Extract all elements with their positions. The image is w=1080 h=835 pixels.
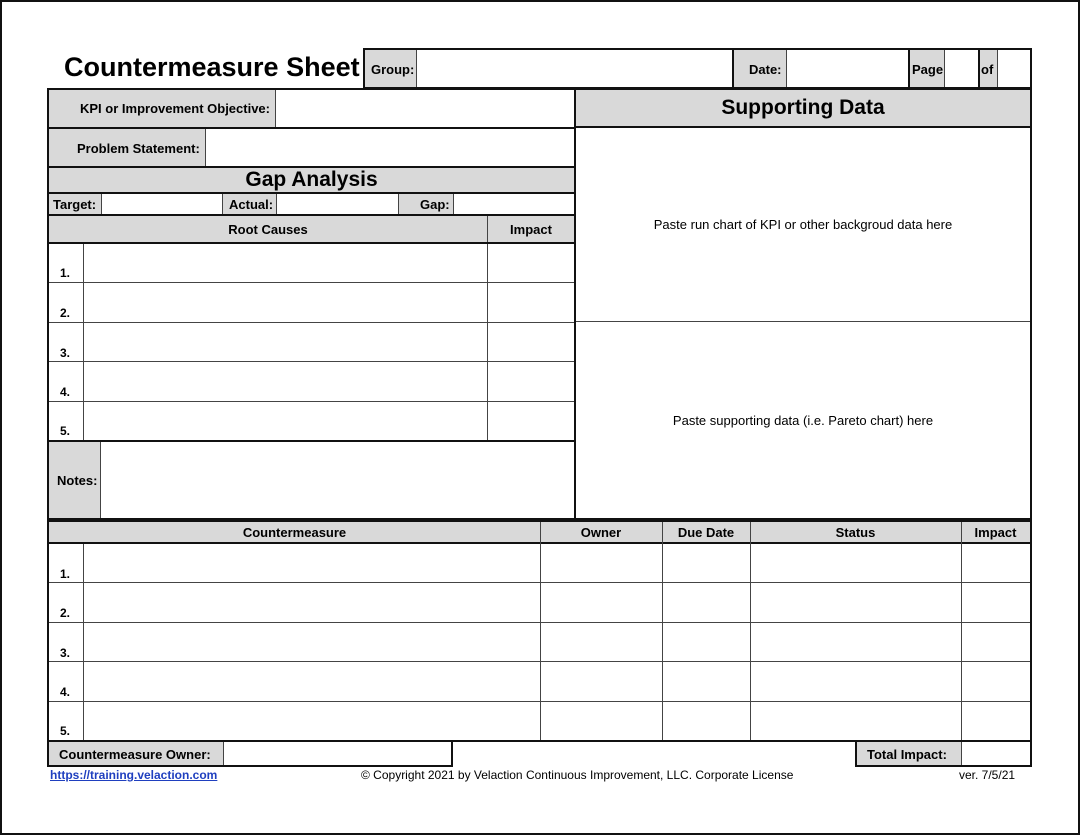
problem-label: Problem Statement: [77,141,200,156]
root-cause-field[interactable] [84,323,487,361]
version-text: ver. 7/5/21 [959,768,1016,782]
date-label: Date: [749,62,782,77]
total-impact-field[interactable] [962,742,1030,765]
of-label: of [981,62,994,77]
root-impact-field[interactable] [488,283,574,322]
root-cause-field[interactable] [84,244,487,282]
notes-label: Notes: [57,473,98,488]
countermeasure-row-number: 4. [60,685,71,699]
divider [944,50,945,87]
root-cause-field[interactable] [84,362,487,401]
root-causes-header [49,216,487,242]
cm-owner-field[interactable] [224,742,451,765]
divider [540,522,541,740]
divider [416,50,417,87]
status-header: Status [835,524,876,540]
root-cause-row-number: 1. [60,266,71,280]
date-field[interactable] [788,50,908,87]
owner-header: Owner [580,524,622,540]
kpi-label: KPI or Improvement Objective: [80,101,270,116]
page-label: Page [912,62,944,77]
root-cause-field[interactable] [84,402,487,440]
root-impact-field[interactable] [488,362,574,401]
root-cause-field[interactable] [84,283,487,322]
copyright-text: © Copyright 2021 by Velaction Continuous Improvement, LLC. Corporate License [361,768,794,782]
divider [662,522,663,740]
root-cause-row-number: 4. [60,385,71,399]
cm-impact-header: Impact [974,524,1017,540]
countermeasure-header: Countermeasure [242,524,347,540]
cm-owner-label: Countermeasure Owner: [59,747,211,762]
page-total-field[interactable] [999,50,1030,87]
gap-field[interactable] [454,194,574,214]
run-chart-placeholder: Paste run chart of KPI or other backgroud data here [653,217,953,232]
notes-field[interactable] [101,442,574,518]
countermeasure-field[interactable] [84,544,540,582]
gap-analysis-header [49,168,574,192]
root-cause-row-number: 3. [60,346,71,360]
kpi-field[interactable] [277,90,574,127]
actual-label: Actual: [229,197,274,212]
divider [750,522,751,740]
countermeasure-field[interactable] [84,623,540,661]
target-label: Target: [53,197,97,212]
root-causes-header-label: Root Causes [228,221,308,237]
countermeasure-field[interactable] [84,702,540,740]
divider [961,522,962,740]
countermeasure-field[interactable] [84,583,540,622]
divider [997,50,998,87]
countermeasure-row-number: 5. [60,724,71,738]
training-link[interactable]: https://training.velaction.com [50,768,218,782]
due-date-header: Due Date [677,524,735,540]
page-number-field[interactable] [946,50,978,87]
pareto-chart-area[interactable] [576,322,1030,518]
countermeasure-field[interactable] [84,662,540,701]
root-impact-field[interactable] [488,323,574,361]
countermeasure-row-number: 3. [60,646,71,660]
countermeasure-row-number: 2. [60,606,71,620]
root-impact-header-label: Impact [510,221,552,237]
countermeasure-row-number: 1. [60,567,71,581]
run-chart-area[interactable] [576,128,1030,321]
pareto-placeholder: Paste supporting data (i.e. Pareto chart) here [672,412,934,428]
gap-label: Gap: [420,197,450,212]
problem-field[interactable] [207,129,574,166]
group-field[interactable] [418,50,732,87]
group-label: Group: [371,62,415,77]
page-title: Countermeasure Sheet [64,52,360,82]
divider [205,129,206,166]
supporting-data-header [576,90,1030,126]
divider [786,50,787,87]
root-cause-row-number: 5. [60,424,71,438]
target-field[interactable] [102,194,222,214]
divider [275,90,276,127]
root-impact-header [488,216,574,242]
root-cause-row-number: 2. [60,306,71,320]
gap-analysis-title: Gap Analysis [245,168,378,191]
root-impact-field[interactable] [488,244,574,282]
actual-field[interactable] [277,194,398,214]
root-impact-field[interactable] [488,402,574,440]
total-impact-label: Total Impact: [867,747,947,762]
supporting-data-title: Supporting Data [721,96,885,119]
